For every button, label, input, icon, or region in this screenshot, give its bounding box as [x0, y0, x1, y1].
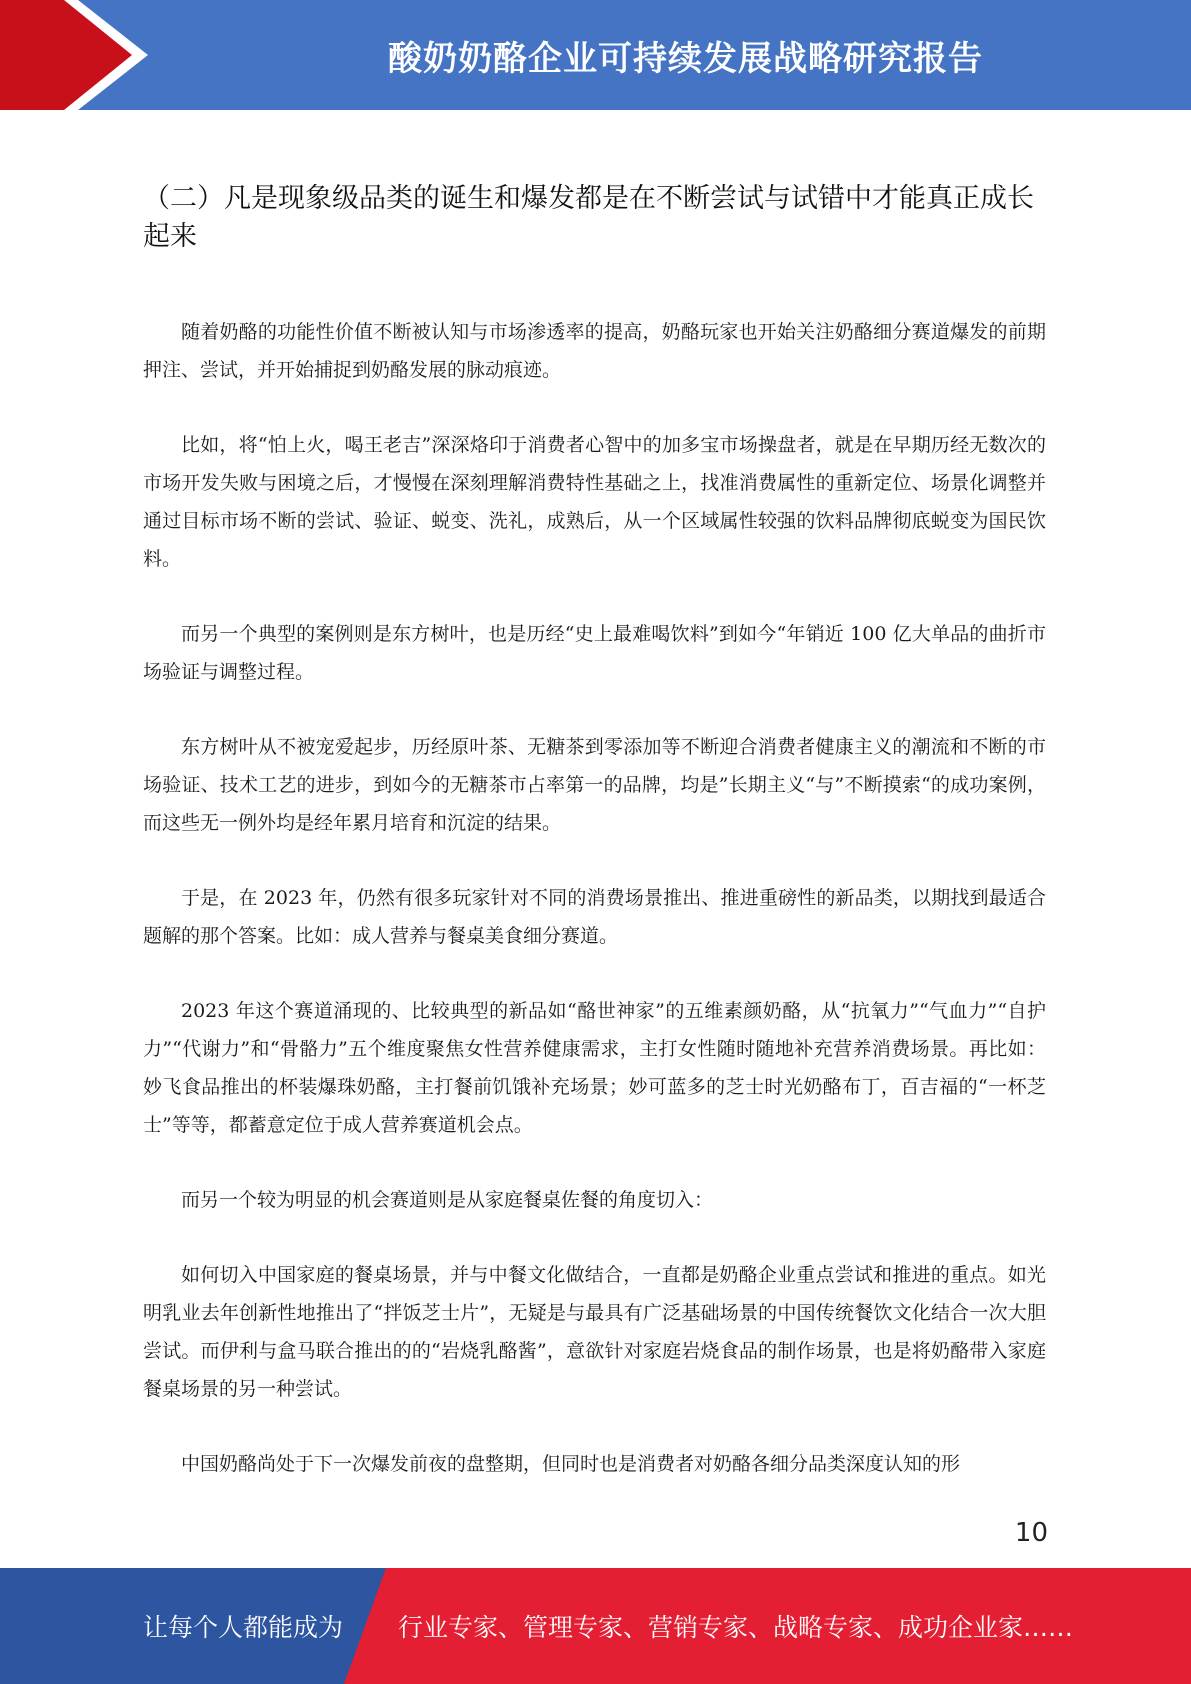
- footer-slogan: 让每个人都能成为: [143, 1613, 344, 1642]
- report-title: 酸奶奶酪企业可持续发展战略研究报告: [388, 38, 983, 79]
- paragraph: 随着奶酪的功能性价值不断被认知与市场渗透率的提高，奶酪玩家也开始关注奶酪细分赛道爆发的前期押注、尝试，并开始捕捉到奶酪发展的脉动痕迹。: [143, 321, 1046, 381]
- page-footer: [0, 1568, 1191, 1684]
- paragraph: 而另一个较为明显的机会赛道则是从家庭餐桌佐餐的角度切入：: [181, 1189, 714, 1211]
- paragraph: 而另一个典型的案例则是东方树叶，也是历经“史上最难喝饮料”到如今“年销近 100 亿大单品的曲折市场验证与调整过程。: [143, 623, 1046, 683]
- body-text: [143, 313, 1046, 1520]
- paragraph: 于是，在 2023 年，仍然有很多玩家针对不同的消费场景推出、推进重磅性的新品类，以期找到最适合题解的那个答案。比如：成人营养与餐桌美食细分赛道。: [143, 887, 1046, 947]
- section-heading: （二）凡是现象级品类的诞生和爆发都是在不断尝试与试错中才能真正成长起来: [143, 183, 1034, 252]
- paragraph: 如何切入中国家庭的餐桌场景，并与中餐文化做结合，一直都是奶酪企业重点尝试和推进的重点。如光明乳业去年创新性地推出了“拌饭芝士片”，无疑是与最具有广泛基础场景的中国传统餐饮文化结合一次大胆尝试。而伊利与盒马联合推出的的“岩烧乳酪酱”，意欲针对家庭岩烧食品的制作场景，也是将奶酪带入家庭餐桌场景的另一种尝试。: [143, 1264, 1046, 1400]
- paragraph: 东方树叶从不被宠爱起步，历经原叶茶、无糖茶到零添加等不断迎合消费者健康主义的潮流和不断的市场验证、技术工艺的进步，到如今的无糖茶市占率第一的品牌，均是”长期主义“与”不断摸索“的成功案例，而这些无一例外均是经年累月培育和沉淀的结果。: [143, 736, 1046, 834]
- paragraph: 2023 年这个赛道涌现的、比较典型的新品如“酪世神家”的五维素颜奶酪，从“抗氧力”“气血力”“自护力”“代谢力”和“骨骼力”五个维度聚焦女性营养健康需求，主打女性随时随地补充营养消费场景。再比如：妙飞食品推出的杯装爆珠奶酪，主打餐前饥饿补充场景；妙可蓝多的芝士时光奶酪布丁，百吉福的“一杯芝士”等等，都蓄意定位于成人营养赛道机会点。: [143, 1000, 1046, 1136]
- paragraph: 比如，将“怕上火，喝王老吉”深深烙印于消费者心智中的加多宝市场操盘者，就是在早期历经无数次的市场开发失败与困境之后，才慢慢在深刻理解消费特性基础之上，找准消费属性的重新定位、场景化调整并通过目标市场不断的尝试、验证、蜕变、洗礼，成熟后，从一个区域属性较强的饮料品牌彻底蜕变为国民饮料。: [143, 434, 1046, 570]
- footer-roles: 行业专家、管理专家、营销专家、战略专家、成功企业家……: [398, 1613, 1074, 1642]
- page-number: 10: [1014, 1518, 1048, 1548]
- paragraph: 中国奶酪尚处于下一次爆发前夜的盘整期，但同时也是消费者对奶酪各细分品类深度认知的形: [181, 1453, 961, 1475]
- page-header: [0, 0, 1191, 110]
